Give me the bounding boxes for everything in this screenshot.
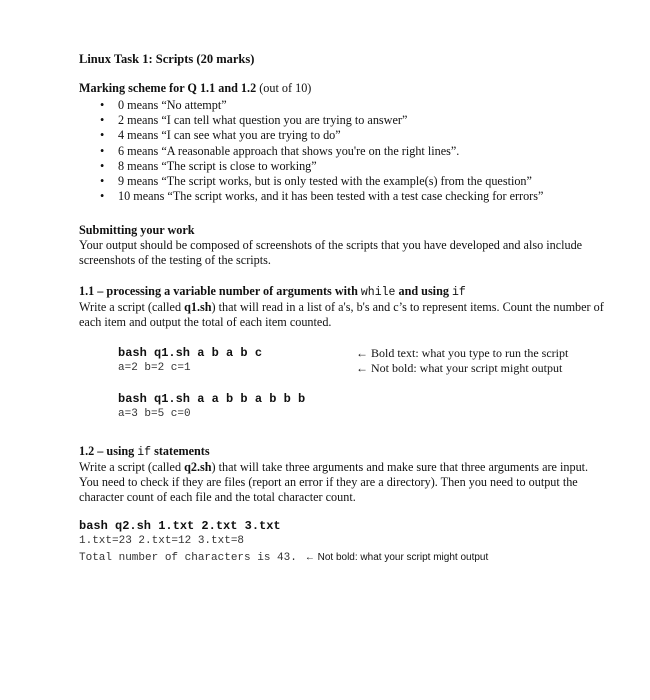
marking-scheme-heading-rest: (out of 10) — [256, 81, 312, 95]
document-page — [79, 52, 609, 566]
q12-heading — [79, 444, 609, 460]
q11-command-2: bash q1.sh a a b b a b b b — [118, 392, 306, 407]
q12-output-line-2 — [79, 549, 609, 566]
list-item: • 9 means “The script works, but is only tested with the example(s) from the question” — [100, 174, 609, 189]
q11-heading-text-a: 1.1 – processing a variable number of arguments with — [79, 284, 361, 299]
list-item: • 8 means “The script is close to working” — [100, 159, 609, 174]
q11-note-bold: ← Bold text: what you type to run the script — [356, 346, 569, 361]
q12-heading-text-b: statements — [151, 444, 210, 459]
q12-body-filename: q2.sh — [184, 460, 212, 475]
q11-note-not-bold: ← Not bold: what your script might output — [356, 361, 563, 376]
q12-example — [79, 519, 609, 566]
marking-scheme-list — [79, 98, 609, 204]
submitting-section — [79, 223, 609, 268]
q12-output-2: Total number of characters is 43. — [79, 552, 297, 565]
q11-output-2: a=3 b=5 c=0 — [118, 408, 191, 421]
list-item: • 2 means “I can tell what question you are trying to answer” — [100, 113, 609, 128]
q12-body — [79, 460, 609, 505]
q11-body-filename: q1.sh — [184, 300, 212, 315]
task-title: Linux Task 1: Scripts (20 marks) — [79, 52, 255, 66]
q11-command-1: bash q1.sh a b a b c — [118, 346, 263, 361]
marking-scheme-heading — [79, 81, 609, 96]
list-item: • 6 means “A reasonable approach that shows you're on the right lines”. — [100, 144, 609, 159]
q11-heading-text-b: and using — [395, 284, 452, 299]
q12-heading-code-if: if — [137, 446, 152, 460]
q12-section — [79, 444, 609, 566]
marking-scheme-heading-bold: Marking scheme for Q 1.1 and 1.2 — [79, 81, 257, 95]
q12-note: ← Not bold: what your script might output — [304, 552, 489, 564]
list-item: • 10 means “The script works, and it has been tested with a test case checking for errors” — [100, 189, 609, 204]
q12-body-b: ) that will take three arguments and make sure that three arguments are input. You need to check if they are files (report an error if they are a directory). Then you need to output the character count of each file and the total character count. — [79, 460, 589, 505]
list-item: • 0 means “No attempt” — [100, 98, 609, 113]
submitting-heading — [79, 223, 609, 238]
q11-heading-code-if: if — [452, 286, 466, 300]
q11-example-1 — [79, 346, 609, 378]
q11-output-1: a=2 b=2 c=1 — [118, 362, 191, 375]
list-item: • 4 means “I can see what you are trying to do” — [100, 128, 609, 143]
q11-body-a: Write a script (called — [79, 300, 185, 315]
q11-section — [79, 284, 609, 422]
q12-output-1: 1.txt=23 2.txt=12 3.txt=8 — [79, 535, 245, 548]
q11-example-2 — [79, 392, 609, 422]
q12-command: bash q2.sh 1.txt 2.txt 3.txt — [79, 519, 281, 534]
q11-body-b: ) that will read in a list of a's, b's and c’s to represent items. Count the number of each item and output the total of each item counted. — [79, 300, 604, 330]
q12-heading-text-a: 1.2 – using — [79, 444, 138, 459]
submitting-heading-text: Submitting your work — [79, 223, 195, 238]
q11-heading — [79, 284, 609, 300]
q11-heading-code-while: while — [360, 286, 396, 300]
q11-body — [79, 300, 609, 330]
submitting-body: Your output should be composed of screenshots of the scripts that you have developed and also include screenshots of the testing of the scripts. — [79, 238, 583, 268]
q12-body-a: Write a script (called — [79, 460, 185, 475]
